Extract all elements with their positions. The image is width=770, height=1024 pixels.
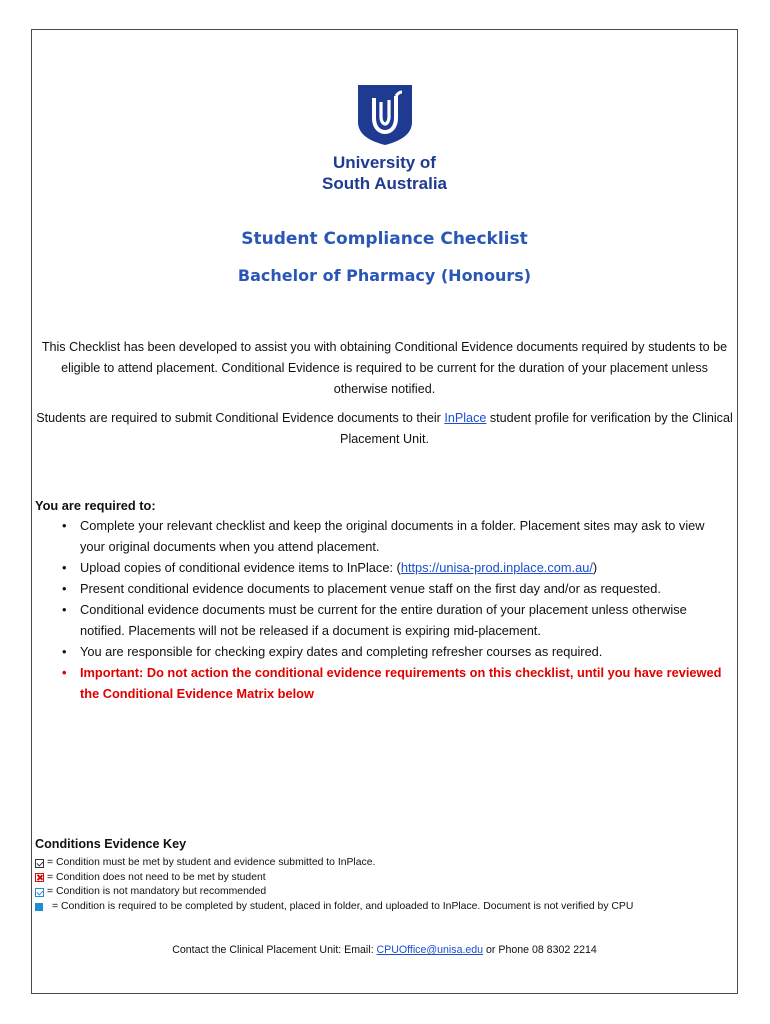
key-text: = Condition must be met by student and evidence submitted to InPlace. <box>47 857 376 868</box>
key-row <box>35 900 735 915</box>
inplace-url-link[interactable]: https://unisa-prod.inplace.com.au/ <box>400 560 593 575</box>
requirement-item <box>80 557 732 578</box>
checkbox-checked-icon <box>35 859 44 868</box>
contact-line <box>32 944 737 956</box>
requirement-item: • Complete your relevant checklist and keep the original documents in a folder. Placement sites may ask to view your original documents when you attend placement. <box>80 515 732 557</box>
requirements-heading: You are required to: <box>35 498 156 513</box>
university-name-line1: University of <box>333 153 436 172</box>
key-row <box>35 885 735 900</box>
requirement-text: ) <box>592 560 598 575</box>
email-link[interactable]: CPUOffice@unisa.edu <box>376 944 484 956</box>
key-text: = Condition is required to be completed by student, placed in folder, and uploaded to InPlace. Document is not verified by CPU <box>52 900 634 912</box>
inplace-link[interactable]: InPlace <box>444 411 487 425</box>
requirement-item: • You are responsible for checking expiry dates and completing refresher courses as required. <box>80 641 732 662</box>
key-row <box>35 856 735 871</box>
intro-paragraph: This Checklist has been developed to assist you with obtaining Conditional Evidence documents required by students to be eligible to attend placement. Conditional Evidence is required to be current for the duration of your placement unless otherwise notified. <box>41 340 728 396</box>
evidence-key-list <box>35 856 735 914</box>
university-name <box>32 152 737 194</box>
document-page <box>31 29 738 994</box>
unisa-shield-icon <box>357 84 413 146</box>
submission-text-after: student profile for verification by the Clinical Placement Unit. <box>340 411 733 446</box>
page-title: Student Compliance Checklist <box>241 229 528 249</box>
submission-text-before: Students are required to submit Conditional Evidence documents to their <box>36 411 445 425</box>
key-row <box>35 871 735 886</box>
program-title: Bachelor of Pharmacy (Honours) <box>237 266 532 285</box>
university-name-line2: South Australia <box>322 174 447 193</box>
requirement-text: Upload copies of conditional evidence items to InPlace: ( <box>80 560 401 575</box>
university-logo <box>32 84 737 194</box>
contact-text-after: or Phone 08 8302 2214 <box>483 944 597 956</box>
requirement-item: • Conditional evidence documents must be current for the entire duration of your placement unless otherwise notified. Placements will not be released if a document is expiring mid-placement. <box>80 599 732 641</box>
requirement-item: • Present conditional evidence documents to placement venue staff on the first day and/or as requested. <box>80 578 732 599</box>
key-text: = Condition is not mandatory but recommended <box>47 886 267 898</box>
blue-square-icon <box>35 903 43 911</box>
requirements-list <box>32 515 732 704</box>
blue-checkbox-icon <box>35 888 44 897</box>
contact-text-before: Contact the Clinical Placement Unit: Email: <box>172 944 377 956</box>
evidence-key-heading: Conditions Evidence Key <box>35 837 187 851</box>
key-text: = Condition does not need to be met by student <box>47 871 266 883</box>
important-notice: • Important: Do not action the conditional evidence requirements on this checklist, until you have reviewed the Conditional Evidence Matrix below <box>80 662 732 704</box>
red-x-box-icon <box>35 873 44 882</box>
submission-paragraph <box>32 408 737 450</box>
